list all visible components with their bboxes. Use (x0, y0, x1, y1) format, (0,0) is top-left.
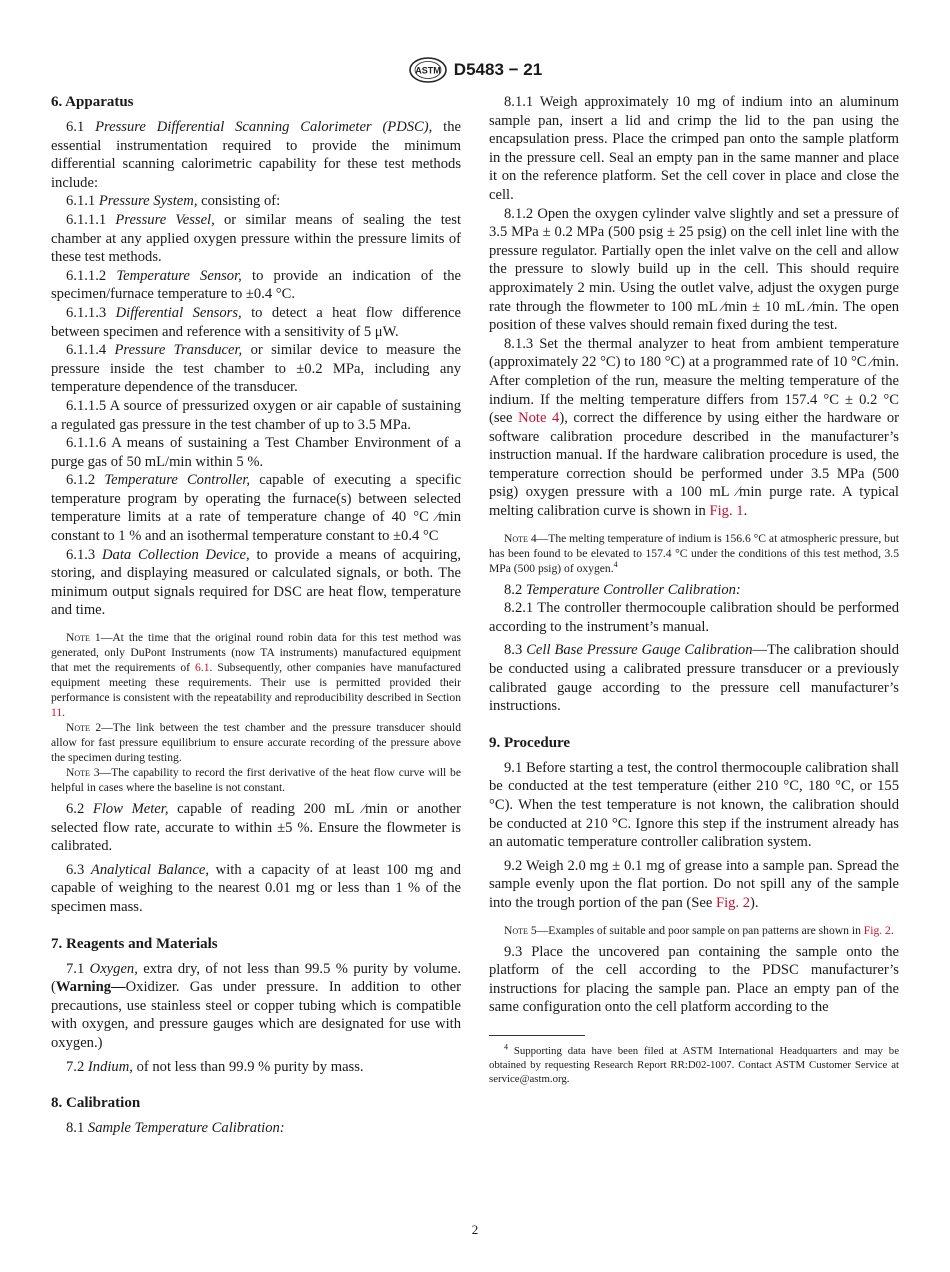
para-6-1-1: 6.1.1 Pressure System, consisting of: (66, 193, 281, 210)
para-6-1-3: 6.1.3 Data Collection Device, to provide a means of acquiring, storing, and displaying measured or calculated signals, or both. The minimum output signals required for DSC are heat flow, temperature and time. (51, 546, 462, 619)
para-8-2-1: 8.2.1 The controller thermocouple calibration should be performed according to the instrument’s manual. (489, 600, 899, 635)
note-1: Note 1—At the time that the original round robin data for this test method was generated, only DuPont Instruments (now TA instruments) manufactured equipment that met the requirements of 6.1. Subsequently, other companies have manufactured equipment meeting these requirements. Their use is permitted provided their performance is consistent with the repeatability and reproducibility described in Section 11. (51, 631, 461, 720)
para-8-1-1: 8.1.1 Weigh approximately 10 mg of indium into an aluminum sample pan, insert a lid and crimp the lid to the pan using the encapsulation press. Place the crimped pan onto the sample platform in the pressure cell. Seal an empty pan in the same manner and place it on the reference platform. Set the cell cover in place and close the cell. (489, 94, 899, 203)
para-6-1-1-3: 6.1.1.3 Differential Sensors, to detect a heat flow difference between specimen and reference with a sensitivity of 5 μW. (51, 304, 461, 340)
para-8-1: 8.1 Sample Temperature Calibration: (66, 1120, 285, 1137)
section-8-title: 8. Calibration (51, 1095, 141, 1112)
para-9-2: 9.2 Weigh 2.0 mg ± 0.1 mg of grease into a sample pan. Spread the sample evenly upon the flat portion. Do not spill any of the sample into the trough portion of the pan (See Fig. 2). (489, 857, 899, 911)
para-6-1-1-5: 6.1.1.5 A source of pressurized oxygen or air capable of sustaining a regulated gas pressure in the test chamber of up to 3.5 MPa. (51, 397, 461, 433)
para-6-1-1-2: 6.1.1.2 Temperature Sensor, to provide an indication of the specimen/furnace temperature to ±0.4 °C. (51, 267, 462, 303)
note-3: Note 3—The capability to record the first derivative of the heat flow curve will be helpful in cases where the baseline is not constant. (51, 766, 462, 795)
footnote-4: $^4$ Supporting data have been filed at ASTM International Headquarters and may be obtained by requesting Research Report RR:D02-1007. Contact ASTM Customer Service at service@astm.org. (489, 1042, 899, 1085)
link-section-6-1[interactable]: 6.1 (195, 661, 210, 675)
link-fig-1[interactable]: Fig. 1 (709, 503, 744, 520)
para-6-1-1-1: 6.1.1.1 Pressure Vessel, or similar means of sealing the test chamber at any applied oxygen pressure within the pressure limits of these test methods. (51, 211, 462, 266)
para-8-1-2: 8.1.2 Open the oxygen cylinder valve slightly and set a pressure of 3.5 MPa ± 0.2 MPa (500 psig ± 25 psig) on the cell inlet line with the pressure regulator. Partially open the inlet valve on the cell and allow the pressure to slowly build up in the cell. This should require approximately 2 min. Using the outlet valve, adjust the oxygen purge rate through the flowmeter to 100 mL ⁄min ± 10 mL ⁄min. The open position of these valves should remain fixed during the test. (489, 205, 899, 334)
link-note-4[interactable]: Note 4 (518, 410, 560, 427)
link-fig-2-note[interactable]: Fig. 2 (863, 923, 891, 937)
svg-text:ASTM: ASTM (415, 65, 441, 76)
para-9-1: 9.1 Before starting a test, the control thermocouple calibration shall be conducted at the test temperature (either 210 °C, 180 °C, or 155 °C). When the test temperature is not known, the calibration should be conducted at 210 °C. Ignore this step if the instrument already has an automatic temperature controller calibration system. (489, 759, 899, 851)
astm-logo-icon (408, 56, 448, 84)
para-8-1-3: 8.1.3 Set the thermal analyzer to heat from ambient temperature (approximately 22 °C) to 180 °C) at a programmed rate of 10 °C ⁄min. After completion of the run, measure the melting temperature of the indium. If the melting temperature differs from 157.4 °C ± 0.2 °C (see Note 4), correct the difference by using either the hardware or software calibration procedure described in the manufacturer’s instruction manual. If the hardware calibration procedure is used, the temperature correction should be performed under 3.5 MPa (500 psig) oxygen pressure with a 100 mL ⁄min purge rate. A typical melting calibration curve is shown in Fig. 1. (489, 335, 899, 520)
footnote-divider (489, 1035, 585, 1036)
para-9-3: 9.3 Place the uncovered pan containing the sample onto the platform of the cell according to the PDSC manufacturer’s instructions for placing the sample pan. Place an empty pan of the same configuration onto the cell platform according to the (489, 943, 899, 1016)
para-6-3: 6.3 Analytical Balance, with a capacity of at least 100 mg and capable of weighing to the nearest 0.01 mg or less than 1 % of the specimen mass. (51, 861, 461, 915)
note-4: Note 4—The melting temperature of indium is 156.6 °C at atmospheric pressure, but has been found to be elevated to 157.4 °C under the conditions of this test method, 3.5 MPa (500 psig) of oxygen.$^4$ (489, 531, 899, 575)
right-column (489, 93, 899, 1086)
left-column (51, 93, 461, 1138)
section-6-title: 6. Apparatus (51, 94, 134, 110)
para-7-2: 7.2 Indium, of not less than 99.9 % purity by mass. (66, 1058, 364, 1075)
para-6-2: 6.2 Flow Meter, capable of reading 200 mL ⁄min or another selected flow rate, accurate to within ±5 %. Ensure the flowmeter is calibrated. (51, 801, 461, 855)
para-6-1-1-6: 6.1.1.6 A means of sustaining a Test Chamber Environment of a purge gas of 50 mL/min within 5 %. (51, 435, 461, 470)
note-5: Note 5—Examples of suitable and poor sample on pan patterns are shown in Fig. 2. (504, 923, 894, 937)
para-8-2: 8.2 Temperature Controller Calibration: (504, 581, 741, 598)
para-6-1: 6.1 Pressure Differential Scanning Calorimeter (PDSC), the essential instrumentation required to provide the minimum differential scanning calorimetric capability for these test methods include: (51, 119, 461, 191)
section-9-title: 9. Procedure (489, 734, 571, 751)
para-6-1-2: 6.1.2 Temperature Controller, capable of executing a specific temperature program by operating the furnace(s) between selected temperature limits at a rate of temperature change of 40 °C ⁄min constant to 1 % and an isothermal temperature constant to ±0.4 °C (51, 472, 461, 545)
note-2: Note 2—The link between the test chamber and the pressure transducer should allow for fast pressure equilibrium to ensure accurate recording of the pressure above the specimen during testing. (51, 721, 461, 765)
para-6-1-1-4: 6.1.1.4 Pressure Transducer, or similar device to measure the pressure inside the test chamber to ±0.2 MPa, including any temperature dependence of the transducer. (51, 342, 461, 396)
link-section-11[interactable]: 11 (51, 706, 63, 720)
designation: D5483 − 21 (453, 60, 543, 79)
para-7-1: 7.1 Oxygen, extra dry, of not less than 99.5 % purity by volume. (Warning—Oxidizer. Gas under pressure. In addition to other precautions, use stainless steel or copper tubing which is compatible with oxygen, and pressure gauges which are designated for use with oxygen.) (51, 960, 461, 1051)
para-8-3: 8.3 Cell Base Pressure Gauge Calibration—The calibration should be conducted using a calibrated pressure transducer or a previously calibrated gauge according to the pressure cell manufacturer’s instructions. (489, 642, 899, 715)
page-header (0, 56, 950, 89)
link-fig-2[interactable]: Fig. 2 (715, 894, 751, 911)
section-7-title: 7. Reagents and Materials (51, 935, 218, 952)
page-number: 2 (471, 1222, 479, 1237)
